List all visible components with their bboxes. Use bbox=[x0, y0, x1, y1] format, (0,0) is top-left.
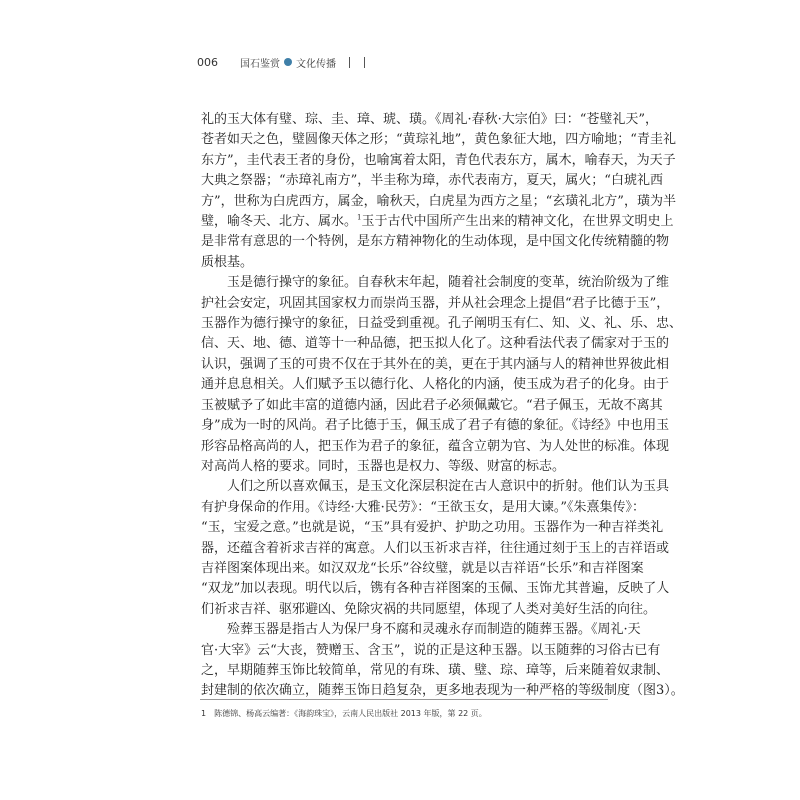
text-line: 护社会安定，巩固其国家权力而崇尚玉器，并从社会理念上提倡“君子比德于玉”， bbox=[201, 295, 670, 311]
text-line: 玉是德行操守的象征。自春秋末年起，随着社会制度的变革，统治阶级为了维 bbox=[227, 275, 670, 291]
text-segment: 玉于古代中国所产生出来的精神文化，在世界文明史上 bbox=[361, 214, 674, 230]
text-line: 之，早期随葬玉饰比较简单，常见的有珠、璜、璧、琮、璋等，后来随着奴隶制、 bbox=[201, 662, 670, 678]
text-line: 形容品格高尚的人，把玉作为君子的象征，蕴含立朝为官、为人处世的标准。体现 bbox=[201, 438, 670, 454]
footnote-ref[interactable]: 1 bbox=[357, 213, 362, 222]
text-line: 有护身保命的作用。《诗经·大雅·民劳》：“王欲玉女，是用大谏。”《朱熹集传》： bbox=[201, 499, 646, 515]
footnote-divider bbox=[200, 699, 608, 700]
text-line: “玉，宝爱之意。”也就是说，“玉”具有爱护、护助之功用。玉器作为一种吉祥类礼 bbox=[201, 520, 664, 536]
page-number: 006 bbox=[197, 55, 218, 69]
section-title: 文化传播 bbox=[296, 58, 336, 70]
header-divider bbox=[364, 57, 365, 68]
text-line: 玉被赋予了如此丰富的道德内涵，因此君子必须佩戴它。“君子佩玉，无故不离其 bbox=[201, 397, 663, 413]
text-line: 大典之祭器；“赤璋礼南方”，半圭称为璋，赤代表南方，夏天，属火；“白琥礼西 bbox=[201, 173, 663, 189]
text-line: 玉器作为德行操守的象征，日益受到重视。孔子阐明玉有仁、知、义、礼、乐、忠、 bbox=[201, 316, 683, 332]
text-line: 身”成为一时的风尚。君子比德于玉，佩玉成了君子有德的象征。《诗经》中也用玉 bbox=[201, 418, 670, 434]
text-line: 方”，世称为白虎西方，属金，喻秋天，白虎星为西方之星；“玄璜礼北方”，璜为半 bbox=[201, 193, 676, 209]
text-line: 们祈求吉祥、驱邪避凶、免除灾祸的共同愿望，体现了人类对美好生活的向往。 bbox=[201, 601, 657, 617]
text-line: 苍者如天之色，璧圆像天体之形；“黄琮礼地”，黄色象征大地，四方喻地；“青圭礼 bbox=[201, 132, 676, 148]
header-divider bbox=[349, 57, 350, 68]
footnote: 1 陈德锦、杨高云编著：《海韵珠宝》，云南人民出版社 2013 年版，第 22 页。 bbox=[201, 709, 487, 718]
globe-icon bbox=[284, 58, 292, 66]
text-line: 通并息息相关。人们赋予玉以德行化、人格化的内涵，使玉成为君子的化身。由于 bbox=[201, 377, 670, 393]
text-line: 器，还蕴含着祈求吉祥的寓意。人们以玉祈求吉祥，往往通过刻于玉上的吉祥语或 bbox=[201, 540, 670, 556]
text-line: 封建制的依次确立，随葬玉饰日趋复杂，更多地表现为一种严格的等级制度（图3）。 bbox=[201, 683, 684, 699]
text-line: “双龙”加以表现。明代以后，镌有各种吉祥图案的玉佩、玉饰尤其普遍，反映了人 bbox=[201, 581, 670, 597]
text-line: 官·大宰》云“大丧，赞赠玉、含玉”，说的正是这种玉器。以玉随葬的习俗古已有 bbox=[201, 642, 661, 658]
text-line: 认识，强调了玉的可贵不仅在于其外在的美，更在于其内涵与人的精神世界彼此相 bbox=[201, 356, 670, 372]
text-line bbox=[201, 212, 674, 232]
text-segment: 璧，喻冬天、北方、属水。 bbox=[201, 214, 358, 230]
text-line: 信、天、地、德、道等十一种品德，把玉拟人化了。这种看法代表了儒家对于玉的 bbox=[201, 336, 670, 352]
text-line: 礼的玉大体有璧、琮、圭、璋、琥、璜。《周礼·春秋·大宗伯》曰：“苍璧礼天”， bbox=[201, 112, 659, 127]
running-header bbox=[197, 53, 607, 71]
text-line: 吉祥图案体现出来。如汉双龙“长乐”谷纹璧，就是以吉祥语“长乐”和吉祥图案 bbox=[201, 560, 644, 576]
text-line: 东方”，圭代表王者的身份，也喻寓着太阳，青色代表东方，属木，喻春天，为天子 bbox=[201, 152, 676, 168]
text-line: 人们之所以喜欢佩玉，是玉文化深层积淀在古人意识中的折射。他们认为玉具 bbox=[227, 479, 670, 495]
text-line: 殓葬玉器是指古人为保尸身不腐和灵魂永存而制造的随葬玉器。《周礼·天 bbox=[227, 622, 641, 638]
text-line: 是非常有意思的一个特例，是东方精神物化的生动体现，是中国文化传统精髓的物 bbox=[201, 234, 670, 250]
book-title: 国石鉴赏 bbox=[240, 58, 280, 70]
text-line: 对高尚人格的要求。同时，玉器也是权力、等级、财富的标志。 bbox=[201, 458, 566, 474]
text-line: 质根基。 bbox=[201, 254, 254, 270]
body-text bbox=[201, 110, 684, 702]
